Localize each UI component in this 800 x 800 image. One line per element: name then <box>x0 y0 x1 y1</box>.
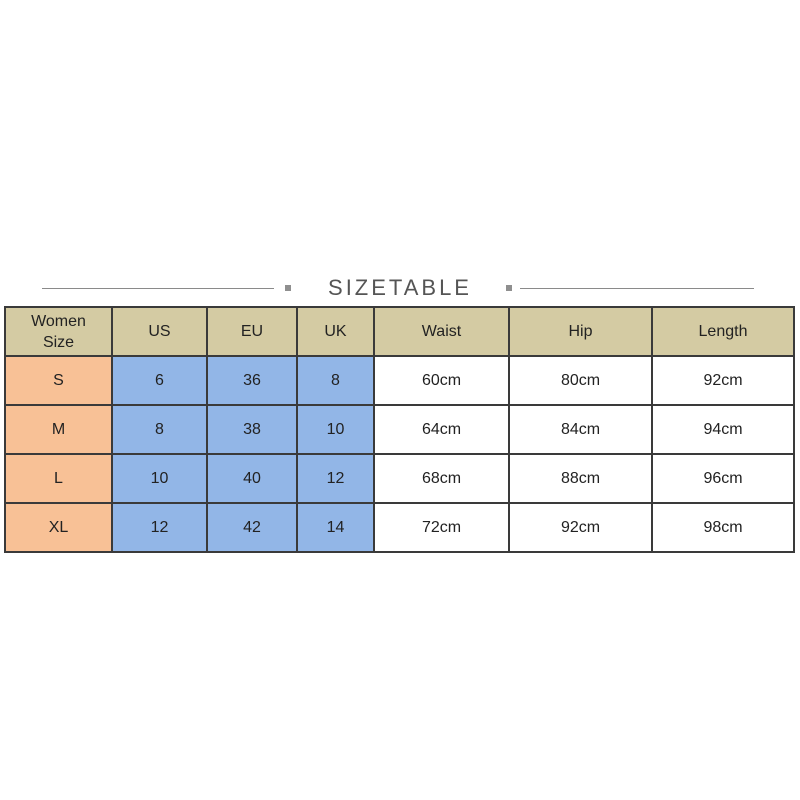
table-row <box>5 454 794 503</box>
length-cell: 96cm <box>652 454 794 503</box>
size-cell: L <box>5 454 112 503</box>
header-waist: Waist <box>374 307 509 356</box>
header-women-size-line2: Size <box>42 333 75 351</box>
eu-cell: 36 <box>207 356 297 405</box>
hip-cell: 80cm <box>509 356 652 405</box>
waist-cell: 60cm <box>374 356 509 405</box>
waist-cell: 72cm <box>374 503 509 552</box>
size-cell: XL <box>5 503 112 552</box>
length-cell: 92cm <box>652 356 794 405</box>
header-eu: EU <box>207 307 297 356</box>
header-length: Length <box>652 307 794 356</box>
eu-cell: 40 <box>207 454 297 503</box>
header-us: US <box>112 307 207 356</box>
uk-cell: 12 <box>297 454 374 503</box>
hip-cell: 92cm <box>509 503 652 552</box>
uk-cell: 8 <box>297 356 374 405</box>
header-uk: UK <box>297 307 374 356</box>
page-title: SIZETABLE <box>328 275 472 300</box>
uk-cell: 14 <box>297 503 374 552</box>
table-row <box>5 356 794 405</box>
hip-cell: 88cm <box>509 454 652 503</box>
us-cell: 12 <box>112 503 207 552</box>
waist-cell: 68cm <box>374 454 509 503</box>
title-divider-right <box>520 288 754 289</box>
length-cell: 98cm <box>652 503 794 552</box>
header-women-size-line1: Women <box>31 312 86 330</box>
title-dot-right <box>506 285 512 291</box>
title-row <box>0 273 800 305</box>
eu-cell: 38 <box>207 405 297 454</box>
hip-cell: 84cm <box>509 405 652 454</box>
eu-cell: 42 <box>207 503 297 552</box>
header-hip: Hip <box>509 307 652 356</box>
title-dot-left <box>285 285 291 291</box>
header-row <box>5 307 794 356</box>
us-cell: 10 <box>112 454 207 503</box>
size-cell: M <box>5 405 112 454</box>
length-cell: 94cm <box>652 405 794 454</box>
header-women-size <box>5 307 112 356</box>
size-cell: S <box>5 356 112 405</box>
uk-cell: 10 <box>297 405 374 454</box>
waist-cell: 64cm <box>374 405 509 454</box>
table-row <box>5 405 794 454</box>
size-table <box>4 306 795 553</box>
us-cell: 8 <box>112 405 207 454</box>
table-row <box>5 503 794 552</box>
us-cell: 6 <box>112 356 207 405</box>
title-divider-left <box>42 288 274 289</box>
